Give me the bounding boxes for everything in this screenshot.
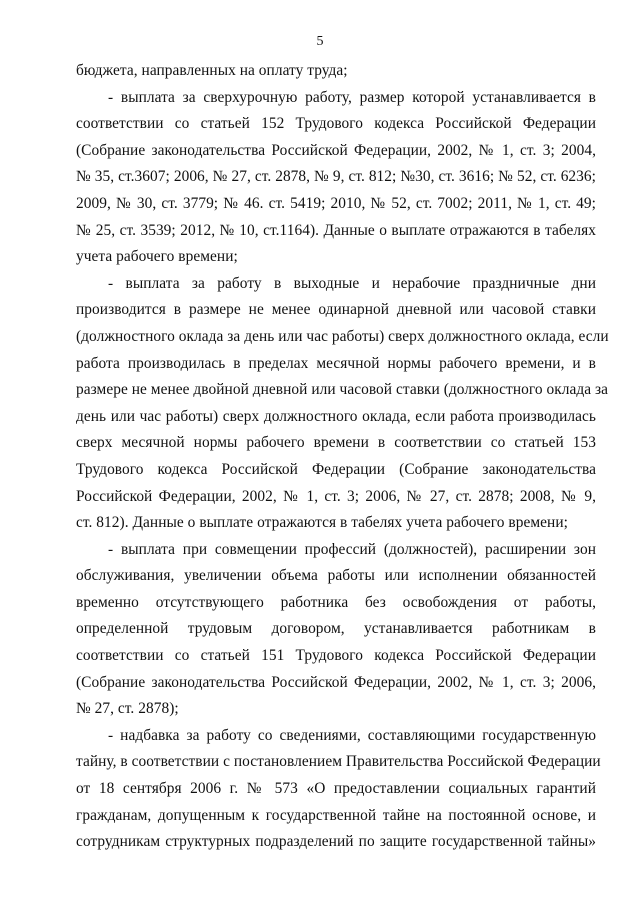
text-line: № 35, ст.3607; 2006, № 27, ст. 2878, № 9, ст. 812; №30, ст. 3616; № 52, ст. 6236; — [76, 168, 596, 186]
text-line: размере не менее двойной дневной или часовой ставки (должностного оклада за — [76, 381, 609, 399]
text-line: временно отсутствующего работника без освобождения от работы, — [76, 593, 596, 611]
text-line: обслуживания, увеличении объема работы или исполнении обязанностей — [76, 567, 596, 585]
text-line: Российской Федерации, 2002, № 1, ст. 3; 2006, № 27, ст. 2878; 2008, № 9, — [76, 487, 596, 505]
text-line: 2009, № 30, ст. 3779; № 46. ст. 5419; 2010, № 52, ст. 7002; 2011, № 1, ст. 49; — [76, 194, 596, 212]
text-line: - надбавка за работу со сведениями, составляющими государственную — [108, 726, 596, 744]
text-line: (Собрание законодательства Российской Федерации, 2002, № 1, ст. 3; 2004, — [76, 141, 596, 159]
text-line: № 25, ст. 3539; 2012, № 10, ст.1164). Данные о выплате отражаются в табелях — [76, 221, 596, 239]
text-line: соответствии со статьей 152 Трудового кодекса Российской Федерации — [76, 115, 596, 133]
text-line: работа производилась в пределах месячной нормы рабочего времени, и в — [76, 354, 596, 372]
text-line: соответствии со статьей 151 Трудового кодекса Российской Федерации — [76, 647, 596, 665]
text-line: определенной трудовым договором, устанавливается работникам в — [76, 620, 596, 638]
text-line: (Собрание законодательства Российской Федерации, 2002, № 1, ст. 3; 2006, — [76, 673, 596, 691]
text-line: Трудового кодекса Российской Федерации (Собрание законодательства — [76, 460, 596, 478]
text-line: от 18 сентября 2006 г. № 573 «О предоставлении социальных гарантий — [76, 780, 596, 798]
text-line: производится в размере не менее одинарной дневной или часовой ставки — [76, 301, 596, 319]
text-line: - выплата за сверхурочную работу, размер которой устанавливается в — [108, 88, 596, 106]
text-line: (должностного оклада за день или час работы) сверх должностного оклада, если — [76, 327, 609, 345]
text-line: день или час работы) сверх должностного оклада, если работа производилась — [76, 407, 596, 425]
text-line: № 27, ст. 2878); — [76, 700, 179, 718]
text-line: гражданам, допущенным к государственной тайне на постоянной основе, и — [76, 806, 596, 824]
text-line: ст. 812). Данные о выплате отражаются в табелях учета рабочего времени; — [76, 514, 568, 532]
text-line: сверх месячной нормы рабочего времени в соответствии со статьей 153 — [76, 434, 596, 452]
text-line: тайну, в соответствии с постановлением Правительства Российской Федерации — [76, 753, 601, 771]
text-line: - выплата за работу в выходные и нерабочие праздничные дни — [108, 274, 596, 292]
text-line: бюджета, направленных на оплату труда; — [76, 62, 348, 79]
text-line: сотрудникам структурных подразделений по защите государственной тайны» — [76, 833, 596, 851]
text-line: - выплата при совмещении профессий (должностей), расширении зон — [108, 540, 596, 558]
page-number: 5 — [316, 34, 324, 49]
document-body — [76, 58, 609, 856]
text-line: учета рабочего времени; — [76, 248, 238, 266]
